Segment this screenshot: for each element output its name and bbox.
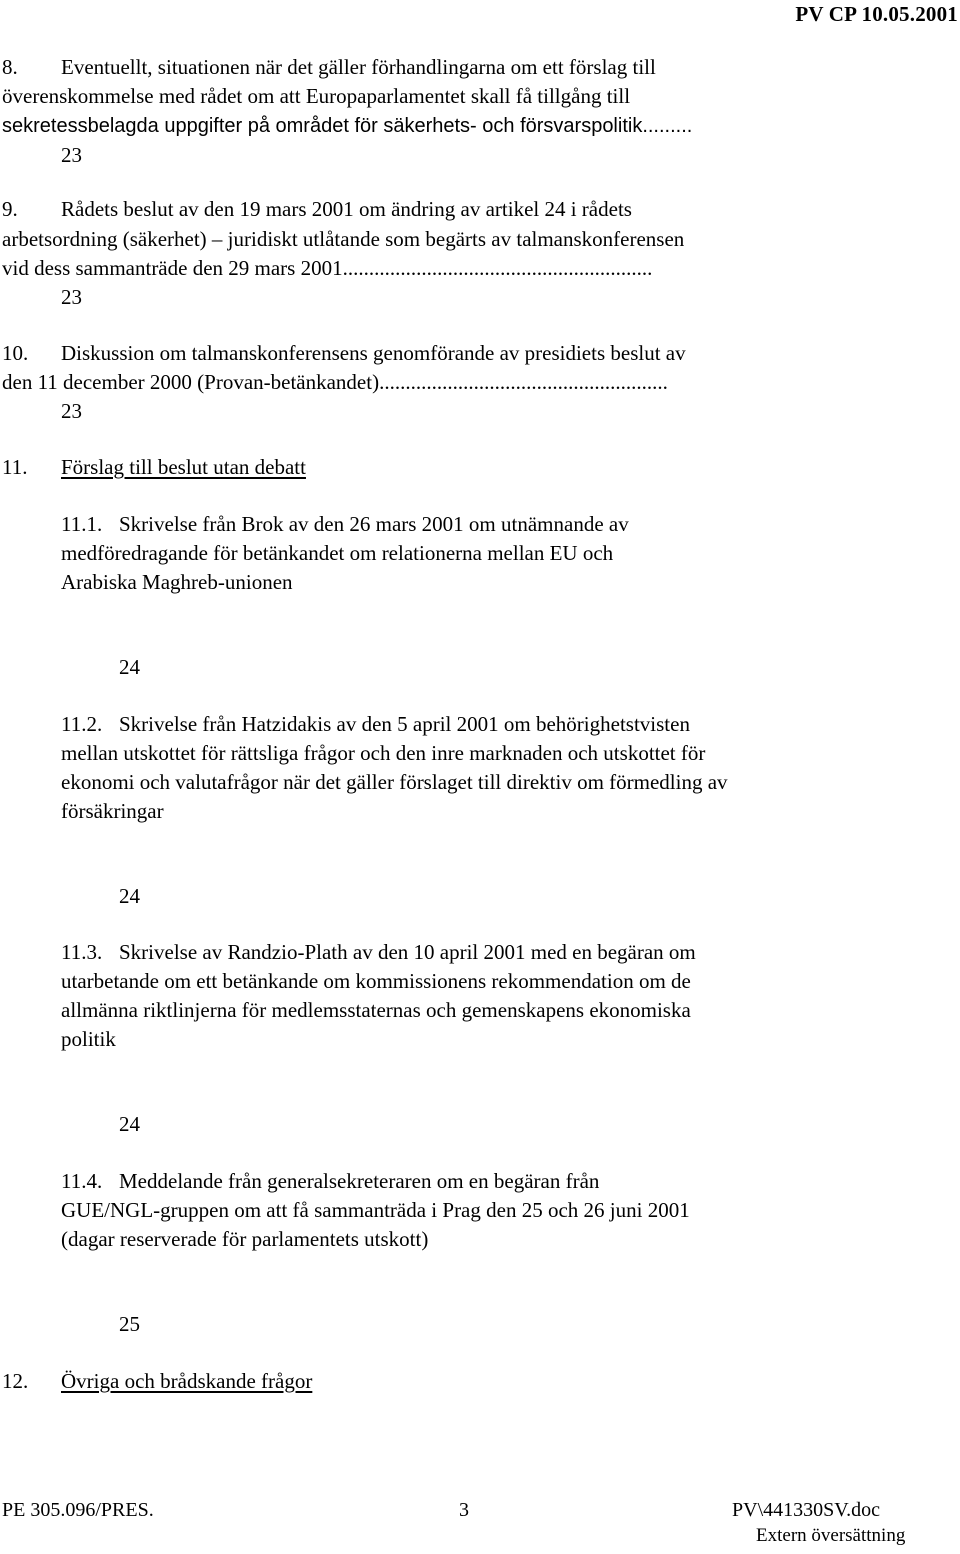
footer-reference: PE 305.096/PRES. <box>2 1499 154 1521</box>
item-text-line: medföredragande för betänkandet om relationerna mellan EU och <box>61 541 614 565</box>
item-text-line: Skrivelse av Randzio-Plath av den 10 april 2001 med en begäran om <box>119 940 696 964</box>
item-text-line: mellan utskottet för rättsliga frågor och den inre marknaden och utskottet för <box>61 741 706 765</box>
item-page-number: 24 <box>119 884 140 908</box>
item-text-line: överenskommelse med rådet om att Europaparlamentet skall få tillgång till <box>2 84 631 108</box>
item-text-line: Skrivelse från Hatzidakis av den 5 april 2001 om behörighetstvisten <box>119 712 690 736</box>
item-text-line: Rådets beslut av den 19 mars 2001 om ändring av artikel 24 i rådets <box>61 197 632 221</box>
item-page-number: 25 <box>119 1312 140 1336</box>
item-text-line: Diskussion om talmanskonferensens genomförande av presidiets beslut av <box>61 341 686 365</box>
item-text-line: Eventuellt, situationen när det gäller förhandlingarna om ett förslag till <box>61 55 656 79</box>
item-page-number: 24 <box>119 655 140 679</box>
item-page-number: 23 <box>61 143 82 167</box>
item-page-number: 24 <box>119 1112 140 1136</box>
item-text-line: sekretessbelagda uppgifter på området för säkerhets- och försvarspolitik......... <box>2 115 693 137</box>
item-text-line: Arabiska Maghreb-unionen <box>61 570 293 594</box>
item-number: 10. <box>2 341 29 365</box>
item-text-line: Meddelande från generalsekreteraren om en begäran från <box>119 1169 600 1193</box>
item-text-line: (dagar reserverade för parlamentets utskott) <box>61 1227 429 1251</box>
item-number: 8. <box>2 55 18 79</box>
item-text-line: allmänna riktlinjerna för medlemsstaternas och gemenskapens ekonomiska <box>61 998 691 1022</box>
item-text-line: GUE/NGL-gruppen om att få sammanträda i Prag den 25 och 26 juni 2001 <box>61 1198 690 1222</box>
footer-file-name: PV\441330SV.doc <box>732 1499 880 1521</box>
item-page-number: 23 <box>61 399 82 423</box>
document-code: PV CP 10.05.2001 <box>795 2 958 26</box>
item-text-line: försäkringar <box>61 799 164 823</box>
section-title: Övriga och brådskande frågor <box>61 1369 313 1393</box>
item-text-line: den 11 december 2000 (Provan-betänkandet)....................................................... <box>2 370 668 394</box>
item-text-line: politik <box>61 1027 116 1051</box>
footer-translation-note: Extern översättning <box>756 1525 906 1546</box>
item-text-line: ekonomi och valutafrågor när det gäller förslaget till direktiv om förmedling av <box>61 770 728 794</box>
item-number: 11.1. <box>61 512 103 536</box>
item-number: 11.2. <box>61 712 103 736</box>
item-number: 11. <box>2 455 28 479</box>
item-number: 12. <box>2 1369 29 1393</box>
item-number: 11.3. <box>61 940 103 964</box>
item-text-line: utarbetande om ett betänkande om kommissionens rekommendation om de <box>61 969 691 993</box>
item-number: 9. <box>2 197 18 221</box>
item-text-line: arbetsordning (säkerhet) – juridiskt utlåtande som begärts av talmanskonferensen <box>2 227 685 251</box>
item-text-line: Skrivelse från Brok av den 26 mars 2001 om utnämnande av <box>119 512 629 536</box>
item-page-number: 23 <box>61 285 82 309</box>
footer-page-number: 3 <box>459 1499 469 1521</box>
item-text-line: vid dess sammanträde den 29 mars 2001........................................................... <box>2 256 653 280</box>
section-title: Förslag till beslut utan debatt <box>61 455 306 479</box>
item-number: 11.4. <box>61 1169 103 1193</box>
